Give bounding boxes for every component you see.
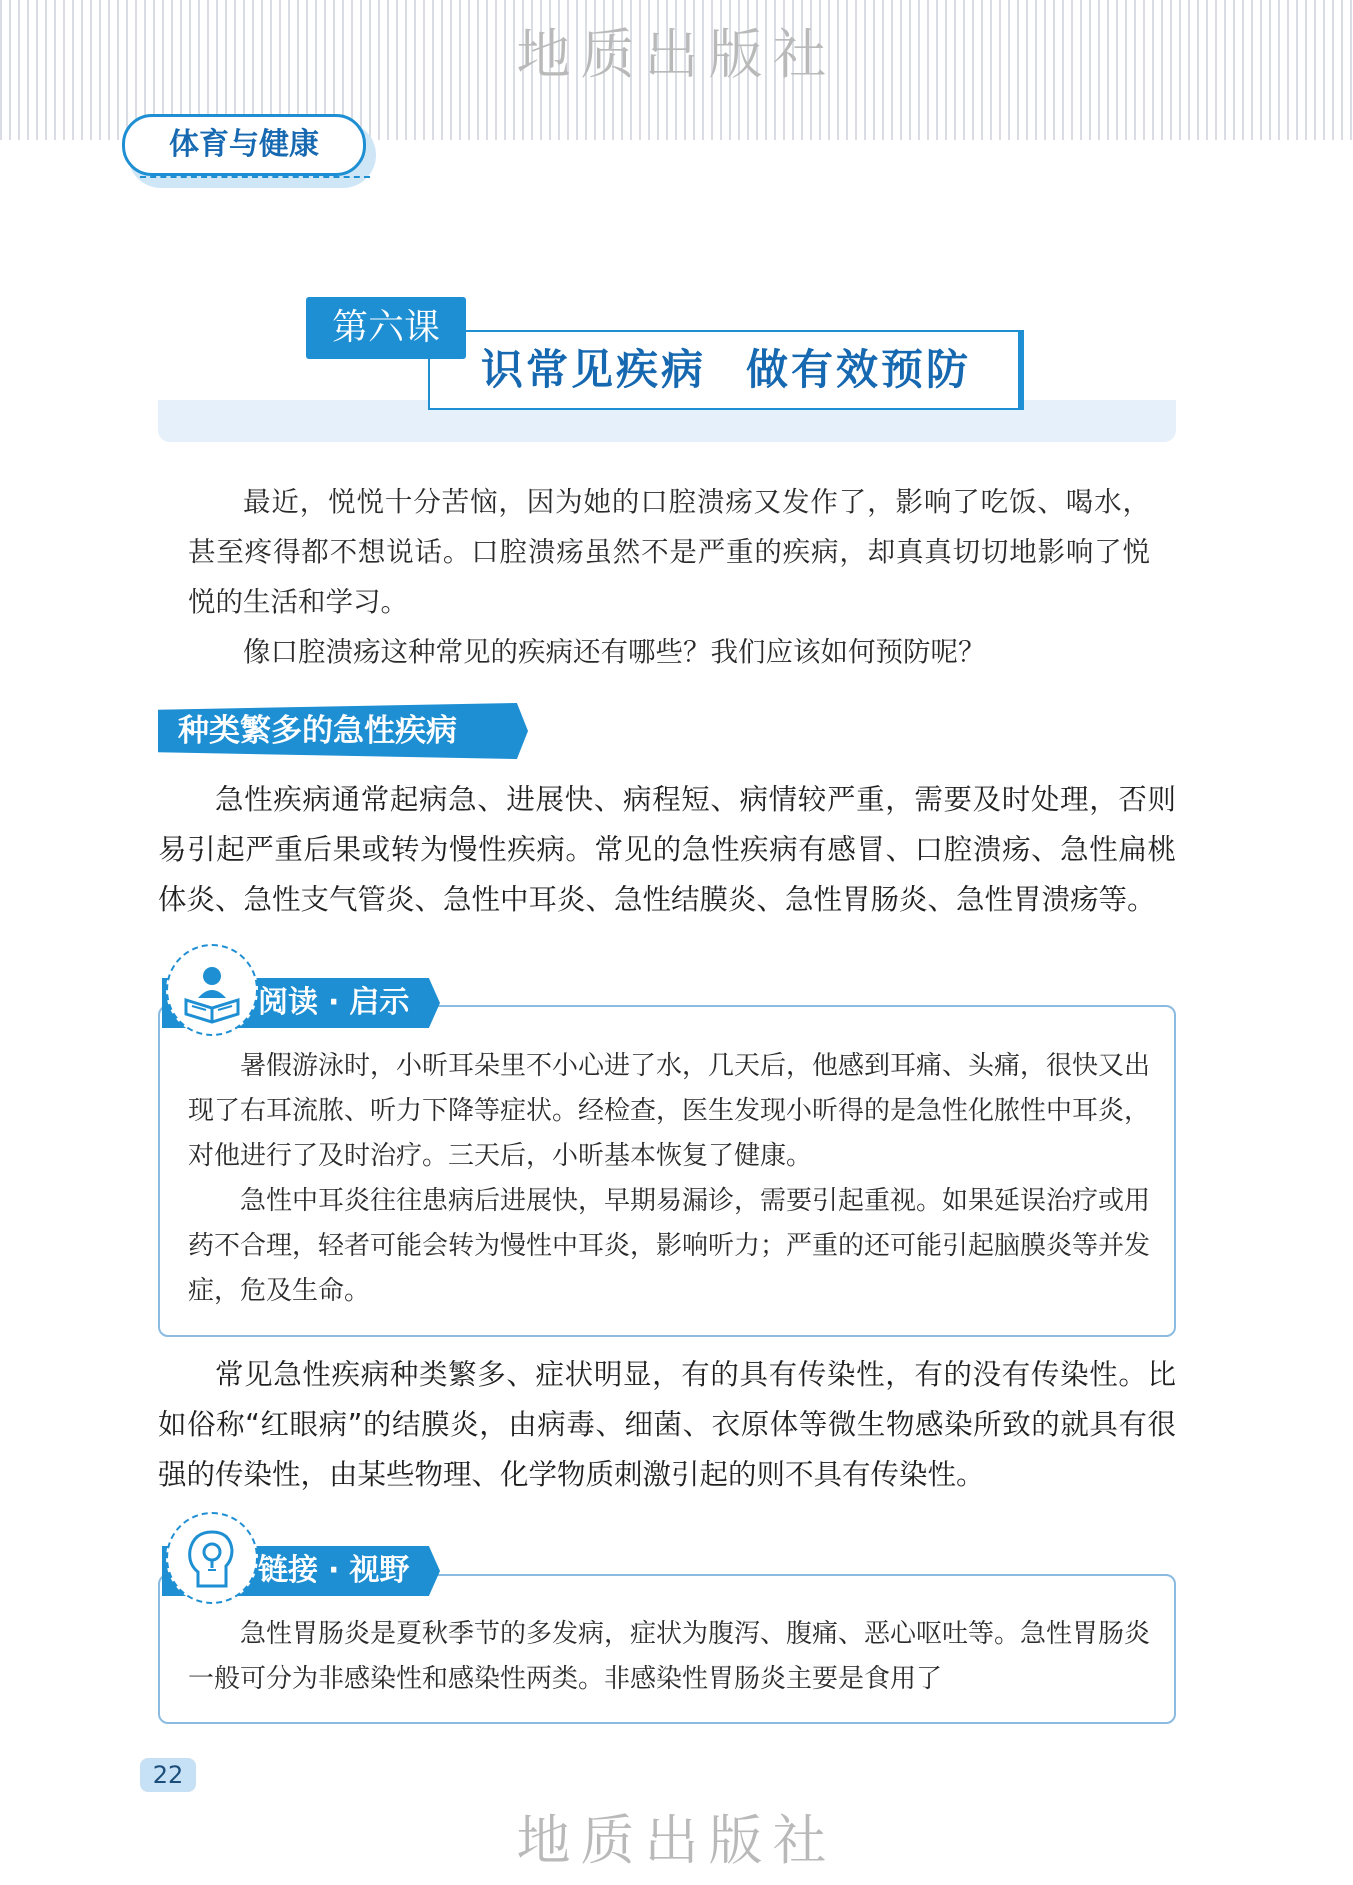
- link-paragraph-1: 急性胃肠炎是夏秋季节的多发病，症状为腹泻、腹痛、恶心呕吐等。急性胃肠炎一般可分为非感染性和感染性两类。非感染性胃肠炎主要是食用了: [188, 1619, 1151, 1694]
- head-lightbulb-icon: [166, 1512, 258, 1604]
- link-tab-right: 视野: [349, 1553, 410, 1588]
- section-paragraph-1: 急性疾病通常起病急、进展快、病程短、病情较严重，需要及时处理，否则易引起严重后果或转为慢性疾病。常见的急性疾病有感冒、口腔溃疡、急性扁桃体炎、急性支气管炎、急性中耳炎、急性结膜炎、急性胃肠炎、急性胃溃疡等。: [158, 783, 1176, 916]
- reading-insight-label: [258, 978, 409, 1028]
- section-heading: 种类繁多的急性疾病: [178, 713, 457, 749]
- reading-paragraph-1: 暑假游泳时，小昕耳朵里不小心进了水，几天后，他感到耳痛、头痛，很快又出现了右耳流脓、听力下降等症状。经检查，医生发现小昕得的是急性化脓性中耳炎，对他进行了及时治疗。三天后，小昕基本恢复了健康。: [188, 1051, 1151, 1171]
- watermark-top: 地质出版社: [516, 23, 837, 86]
- intro-paragraph-1: 最近，悦悦十分苦恼，因为她的口腔溃疡又发作了，影响了吃饭、喝水，甚至疼得都不想说话。口腔溃疡虽然不是严重的疾病，却真真切切地影响了悦悦的生活和学习。: [188, 486, 1150, 618]
- watermark-bottom: 地质出版社: [516, 1809, 837, 1872]
- book-section-title: 体育与健康: [169, 127, 319, 162]
- lesson-number: 第六课: [306, 297, 466, 359]
- link-vision-label: [258, 1546, 409, 1596]
- intro-paragraph-2: 像口腔溃疡这种常见的疾病还有哪些？我们应该如何预防呢？: [243, 636, 986, 668]
- lesson-title-part2: 做有效预防: [746, 345, 972, 394]
- banner-dashed-underline: [140, 176, 370, 178]
- reading-tab-dot: ·: [328, 985, 340, 1020]
- reading-tab-right: 启示: [349, 985, 410, 1020]
- link-tab-left: 链接: [258, 1553, 318, 1588]
- link-tab-dot: ·: [328, 1553, 340, 1588]
- lesson-title-part1: 识常见疾病: [480, 345, 706, 394]
- section-paragraph-2: 常见急性疾病种类繁多、症状明显，有的具有传染性，有的没有传染性。比如俗称“红眼病”的结膜炎，由病毒、细菌、衣原体等微生物感染所致的就具有很强的传染性，由某些物理、化学物质刺激引起的则不具有传染性。: [158, 1358, 1176, 1491]
- lesson-title: [428, 330, 1024, 410]
- reading-book-icon: [166, 944, 258, 1036]
- reading-paragraph-2: 急性中耳炎往往患病后进展快，早期易漏诊，需要引起重视。如果延误治疗或用药不合理，轻者可能会转为慢性中耳炎，影响听力；严重的还可能引起脑膜炎等并发症，危及生命。: [188, 1186, 1151, 1306]
- reading-tab-left: 阅读: [258, 985, 318, 1020]
- page-number: 22: [140, 1758, 196, 1792]
